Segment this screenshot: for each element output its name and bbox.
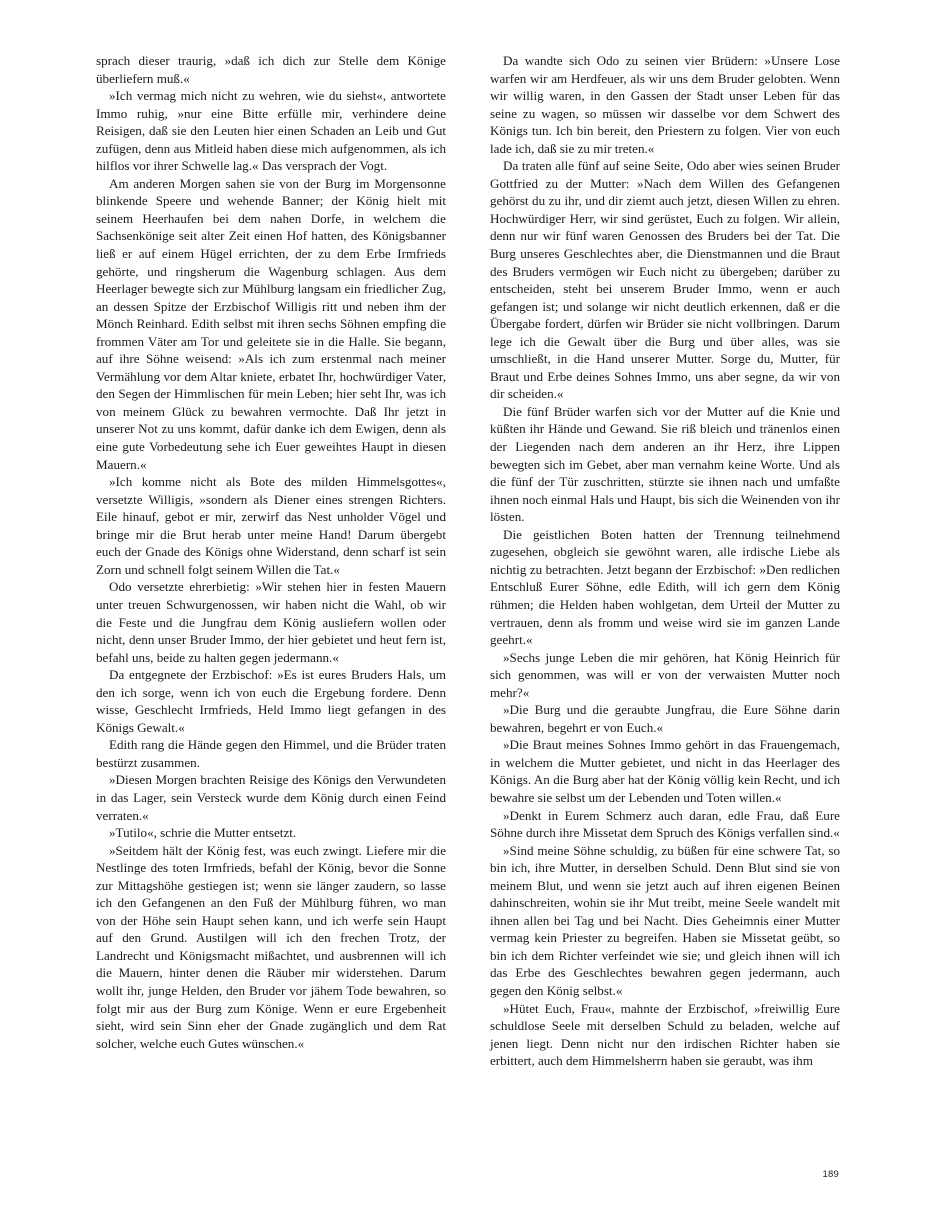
paragraph: »Hütet Euch, Frau«, mahnte der Erzbischof, »freiwillig Eure schuldlose Seele mit derselben Schuld zu beladen, welche auf jenen liegt. Denn nicht nur den irdischen Richter haben sie erbittert, auch dem Himmelsherrn haben sie geraubt, was ihm xyxy=(490,1000,840,1069)
paragraph: »Diesen Morgen brachten Reisige des Königs den Verwundeten in das Lager, sein Versteck wurde dem König durch einen Feind verraten.« xyxy=(96,772,446,823)
paragraph: »Ich vermag mich nicht zu wehren, wie du siehst«, antwortete Immo ruhig, »nur eine Bitte erfülle mir, verhindere deine Reisigen, daß sie den Leuten hier einen Schaden an Leib und Gut zufügen, denn aus Mitleid haben diese mich aufgenommen, als ich hilflos vor ihrer Schwelle lag.« Das versprach der Vogt. xyxy=(96,88,446,174)
paragraph: Da wandte sich Odo zu seinen vier Brüdern: »Unsere Lose warfen wir am Herdfeuer, als wir uns dem Bruder gelobten. Wenn wir willig waren, in den Gassen der Stadt unser Leben für das seine zu wagen, so müssen wir dasselbe vor dem Schwert des Königs tun. Ich bin bereit, den Priestern zu folgen. Vier von euch lade ich, daß sie zu mir treten.« xyxy=(490,53,840,156)
paragraph: Da traten alle fünf auf seine Seite, Odo aber wies seinen Bruder Gottfried zu der Mutter: »Nach dem Willen des Gefangenen gehörst du zu ihr, und dir ziemt auch jetzt, diesen Willen zu ehren. Hochwürdiger Herr, wir sind gerüstet, Euch zu folgen. Wir allein, denn nur wir fünf waren Genossen des Bruders bei der Tat. Die Burg unseres Geschlechtes aber, die Dienstmannen und die Braut des Bruders vermögen wir Euch nicht zu übergeben; darüber zu entscheiden, steht bei unserem Bruder Immo, wenn er auch gefangen ist; und solange wir nicht deutlich erkennen, daß er die Übergabe fordert, dürfen wir Brüder sie nicht vollbringen. Darum lege ich die Gewalt über die Burg und über alles, was sie umschließt, in die Hand unserer Mutter. Sorge du, Mutter, für Braut und Erbe deines Sohnes Immo, uns aber segne, da wir von dir scheiden.« xyxy=(490,158,840,402)
paragraph: Edith rang die Hände gegen den Himmel, und die Brüder traten bestürzt zusammen. xyxy=(96,737,446,770)
paragraph: »Sind meine Söhne schuldig, zu büßen für eine schwere Tat, so bin ich, ihre Mutter, in derselben Schuld. Denn Blut sind sie von meinem Blut, und wenn sie jetzt auch auf ihren eigenen Beinen dahinschreiten, wohin sie ihr Mut treibt, meine Seele wandelt mit ihnen allen bei Tag und bei Nacht. Dies Geheimnis einer Mutter vermag kein Priester zu begreifen. Haben sie Missetat geübt, so bin ich dem Richter verfeindet wie sie; und gleich ihnen will ich das Erbe des Geschlechtes bewahren gegen jedermann, auch gegen den König selbst.« xyxy=(490,842,840,998)
text-columns xyxy=(96,52,839,1132)
paragraph: »Ich komme nicht als Bote des milden Himmelsgottes«, versetzte Willigis, »sondern als Diener eines strengen Richters. Eile hinauf, gebot er mir, zerwirf das Nest unholder Vögel und bringe mir die Brut herab unter meine Hand! Darum übergebt euch der Gnade des Königs ohne Widerstand, denn scharf ist sein Zorn und schnell folgt seinem Willen die Tat.« xyxy=(96,474,446,577)
paragraph: »Die Burg und die geraubte Jungfrau, die Eure Söhne darin bewahren, begehrt er von Euch.« xyxy=(490,702,840,735)
paragraph: Odo versetzte ehrerbietig: »Wir stehen hier in festen Mauern unter treuen Schwurgenossen, wir haben nicht die Wahl, ob wir die Feste und die Jungfrau dem König ausliefern wollen oder nicht, denn unser Bruder Immo, der hier gebietet und heut fern ist, befahl uns, beide zu halten gegen jedermann.« xyxy=(96,579,446,665)
paragraph: »Die Braut meines Sohnes Immo gehört in das Frauengemach, in welchem die Mutter gebietet, und nicht in das Heerlager des Königs. An die Burg aber hat der König völlig kein Recht, und ich bewahre sie selbst um der Lebenden und Toten willen.« xyxy=(490,737,840,805)
right-column xyxy=(490,52,840,1132)
paragraph: Am anderen Morgen sahen sie von der Burg im Morgensonne blinkende Speere und wehende Banner; der König hielt mit seinem Heerhaufen bei dem nahen Dorfe, in welchem die Sachsenkönige seit alter Zeit einen Hof hatten, des Königsbanner ließ er auf einem Hügel errichten, der zu dem Erbe Irmfrieds gehörte, und ringsherum die Wagenburg schlagen. Aus dem Heerlager bewegte sich zur Mühlburg langsam ein friedlicher Zug, an dessen Spitze der Erzbischof Willigis ritt und neben ihm der Mönch Reinhard. Edith selbst mit ihren sechs Söhnen empfing die frommen Väter am Tor und geleitete sie in die Halle. Sie begann, auf ihre Söhne weisend: »Als ich zum erstenmal nach meiner Vermählung vor dem Altar kniete, erbatet Ihr, hochwürdiger Vater, den Segen der Himmlischen für mein Leben; hier seht Ihr, was ich von meinem Glück zu bewahren vermochte. Daß Ihr jetzt in unserer Not zu uns kommt, dafür danke ich dem Ewigen, denn als eine gute Vorbedeutung sehe ich Euer geweihtes Haupt in diesen Mauern.« xyxy=(96,175,446,472)
paragraph: sprach dieser traurig, »daß ich dich zur Stelle dem Könige überliefern muß.« xyxy=(96,53,446,86)
paragraph: »Sechs junge Leben die mir gehören, hat König Heinrich für sich genommen, was will er von der verwaisten Mutter noch mehr?« xyxy=(490,649,840,700)
paragraph: Die fünf Brüder warfen sich vor der Mutter auf die Knie und küßten ihr Hände und Gewand. Sie riß bleich und tränenlos einen der Liegenden nach dem anderen an ihr Herz, ihre Lippen bewegten sich im Gebet, aber man vernahm keine Worte. Und als die fünf der Tür zuschritten, stürzte sie ihnen nach und umfaßte ihnen noch einmal Hals und Haupt, bis sich die Weinenden von ihr lösten. xyxy=(490,403,840,525)
page-number: 189 xyxy=(822,1169,839,1180)
left-column xyxy=(96,52,446,1132)
paragraph: »Denkt in Eurem Schmerz auch daran, edle Frau, daß Eure Söhne durch ihre Missetat dem Spruch des Königs verfallen sind.« xyxy=(490,807,840,841)
paragraph: »Seitdem hält der König fest, was euch zwingt. Liefere mir die Nestlinge des toten Irmfrieds, befahl der König, bevor die Sonne zur Mittagshöhe gestiegen ist; wenn sie länger zaudern, so lasse ich den Gefangenen an den Fuß der Mühlburg führen, wo man von der Höhe sein Haupt sehen kann, und ich werfe sein Haupt auf den Grund. Austilgen will ich den frechen Trotz, der Landrecht und Königsmacht mißachtet, und ausbrennen will ich die Mauern, hinter denen die Räuber mir widerstehen. Darum wollt ihr, junge Helden, den Bruder vor jähem Tode bewahren, so folgt mir aus der Burg zum Könige. Wenn er eure Ergebenheit sieht, wird sein Sinn eher der Gnade zugänglich und dem Rat solcher, welche euch Gutes wünschen.« xyxy=(96,842,446,1051)
paragraph: »Tutilo«, schrie die Mutter entsetzt. xyxy=(109,825,297,841)
paragraph: Die geistlichen Boten hatten der Trennung teilnehmend zugesehen, obgleich sie gewöhnt waren, alle irdische Liebe als nichtig zu betrachten. Jetzt begann der Erzbischof: »Den redlichen Entschluß Eurer Söhne, edle Edith, will ich gern dem König rühmen; die Helden haben wohlgetan, dem Urteil der Mutter zu vertrauen, denn als fromm und weise wird sie im ganzen Lande geehrt.« xyxy=(490,526,840,648)
paragraph: Da entgegnete der Erzbischof: »Es ist eures Bruders Hals, um den ich sorge, wenn ich von euch die Ergebung fordere. Denn wisse, Geschlecht Irmfrieds, Held Immo liegt gefangen in des Königs Gewalt.« xyxy=(96,667,446,735)
